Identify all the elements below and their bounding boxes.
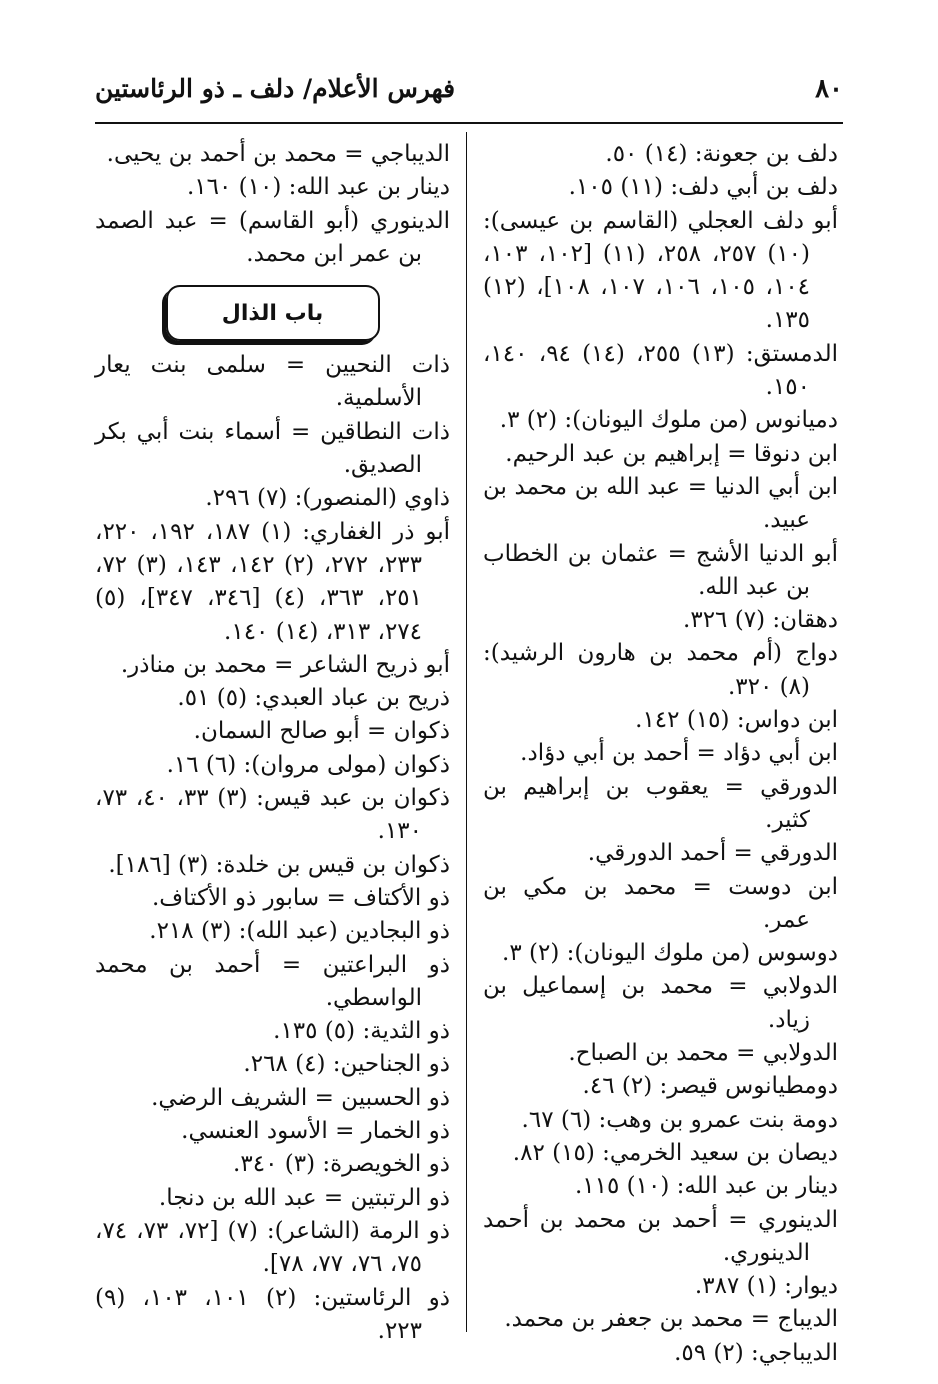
index-entry: الدينوري (أبو القاسم) = عبد الصمد بن عمر ابن محمد. [95,207,450,267]
index-entry: ذات النطاقين = أسماء بنت أبي بكر الصديق. [95,418,450,479]
left-column [95,138,450,1348]
index-entry: ذو البراعتين = أحمد بن محمد الواسطي. [95,951,450,1011]
index-entry: دميانوس (من ملوك اليونان): (٢) ٣. [499,407,838,434]
index-entry: أبو ذر الغفاري: (١) ١٨٧، ١٩٢، ٢٢٠، ٢٣٣، ٢٧٢، (٢) ١٤٢، ١٤٣، (٣) ٧٢، ٢٥١، ٣٦٣، (٤) [٣٤٦، ٣٤٧]، (٥) ٢٧٤، ٣١٣، (١٤) ١٤٠. [95,518,451,645]
index-entry: الدمستق: (١٣) ٢٥٥، (١٤) ٩٤، ١٤٠، ١٥٠. [483,340,838,401]
index-entry: دوسوس (من ملوك اليونان): (٢) ٣. [502,940,838,967]
index-entry: ذو الحسبين = الشريف الرضي. [151,1084,450,1111]
index-entry: ذو الخويصرة: (٣) ٣٤٠. [233,1151,450,1178]
index-entry: دومة بنت عمرو بن وهب: (٦) ٦٧. [521,1106,838,1133]
index-entry: ذو الجناحين: (٤) ٢٦٨. [243,1051,450,1078]
index-entry: ذكوان (مولى مروان): (٦) ١٦. [166,751,450,778]
index-entry: ذو الرمة (الشاعر): (٧) [٧٢، ٧٣، ٧٤، ٧٥، ٧٦، ٧٧، ٧٨]. [95,1217,451,1278]
page-header [95,68,843,120]
index-entry: ذو البجادين (عبد الله): (٣) ٢١٨. [149,918,450,945]
index-entry: دينار بن عبد الله: (١٠) ١١٥. [574,1173,838,1200]
index-entry: ابن دنوقا = إبراهيم بن عبد الرحيم. [505,440,838,467]
index-entry: الديباجي = محمد بن أحمد بن يحيى. [106,141,450,167]
index-entry: الدينوري = أحمد بن محمد بن أحمد الدينوري. [483,1206,838,1266]
index-entry: ديوار: (١) ٣٨٧. [694,1273,838,1300]
page-number: ٨٠ [815,74,843,104]
index-entry: دواج (أم محمد بن هارون الرشيد): (٨) ٣٢٠. [483,640,838,700]
index-entry: الدولابي = محمد بن إسماعيل بن زياد. [483,973,838,1033]
index-entry: ابن دواس: (١٥) ١٤٢. [635,707,838,734]
index-entry: الدولابي = محمد بن الصباح. [568,1040,838,1067]
index-entry: دومطيانوس قيصر: (٢) ٤٦. [582,1073,838,1100]
index-entry: ذات النحيين = سلمى بنت يعار الأسلمية. [95,352,450,412]
index-entry: ذريح بن عباد العبدي: (٥) ٥١. [177,685,450,712]
index-entry: دينار بن عبد الله: (١٠) ١٦٠. [186,174,450,201]
index-entry: ذو الرئاستين: (٢) ١٠١، ١٠٣، (٩) ٢٢٣. [95,1284,450,1344]
index-entry: ذو الثدية: (٥) ١٣٥. [273,1018,450,1045]
right-column [483,138,838,1370]
index-entry: الدورقي = أحمد الدورقي. [587,840,838,867]
column-divider [466,132,467,1332]
index-entry: دهقان: (٧) ٣٢٦. [683,607,838,634]
header-rule [95,122,843,124]
index-entry: ذكوان = أبو صالح السمان. [193,718,450,745]
index-entry: دلف بن أبي دلف: (١١) ١٠٥. [568,174,838,201]
index-entry: دلف بن جعونة: (١٤) ٥٠. [605,141,838,167]
index-entry: ذو الخمار = الأسود العنسي. [181,1118,450,1145]
index-entry: ذو الرتبتين = عبد الله بن دنجا. [158,1184,450,1211]
index-entry: أبو الدنيا الأشج = عثمان بن الخطاب بن عبد الله. [483,540,838,600]
section-heading: باب الذال [166,285,380,341]
index-entry: ابن أبي الدنيا = عبد الله بن محمد بن عبيد. [483,473,838,534]
running-title: فهرس الأعلام/ دلف ـ ذو الرئاستين [95,74,456,103]
index-entry: ذاوي (المنصور): (٧) ٢٩٦. [205,485,450,512]
index-entry: ذكوان بن عبد قيس: (٣) ٣٣، ٤٠، ٧٣، ١٣٠. [95,785,450,845]
index-entry: الديباجي: (٢) ٥٩. [674,1339,838,1366]
index-entry: الدورقي = يعقوب بن إبراهيم بن كثير. [483,773,838,833]
index-entry: أبو ذريح الشاعر = محمد بن مناذر. [120,651,450,678]
index-entry: الديباج = محمد بن جعفر بن محمد. [504,1306,838,1333]
index-entry: ديصان بن سعيد الخرمي: (١٥) ٨٢. [512,1139,838,1166]
index-entry: أبو دلف العجلي (القاسم بن عيسى): (١٠) ٢٥٧، ٢٥٨، (١١) [١٠٢، ١٠٣، ١٠٤، ١٠٥، ١٠٦، ١٠٧، ١٠٨]، (١٢) ١٣٥. [483,207,838,334]
index-entry: ذكوان بن قيس بن خلدة: (٣) [١٨٦]. [108,851,450,878]
index-entry: ابن دوست = محمد بن مكي بن عمر. [483,873,838,933]
index-entry: ذو الأكتاف = سابور ذو الأكتاف. [151,884,450,911]
index-entry: ابن أبي دؤاد = أحمد بن أبي دؤاد. [520,740,838,767]
